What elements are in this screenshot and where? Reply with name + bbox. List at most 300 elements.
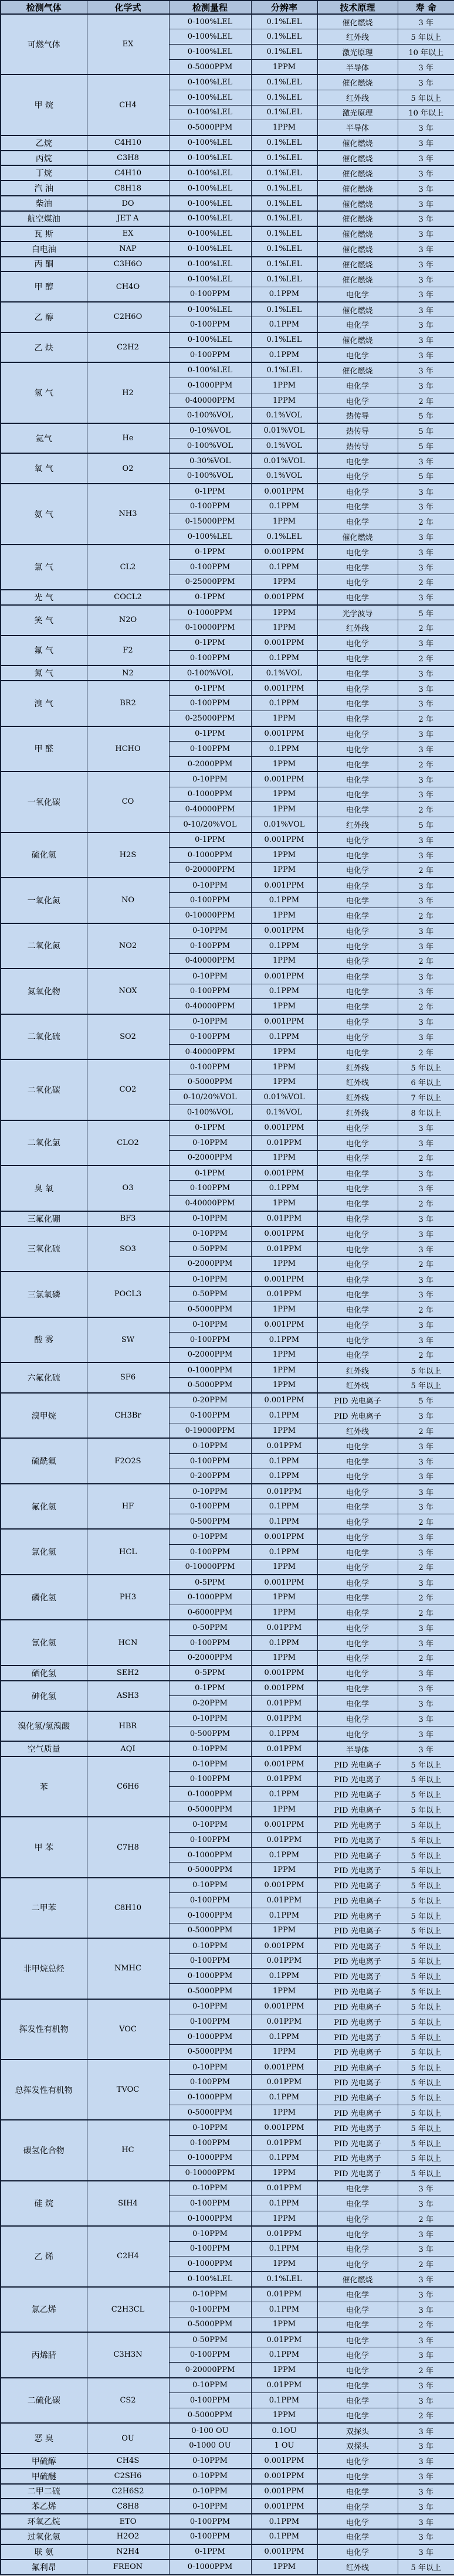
range-cell: 0-1PPM bbox=[169, 832, 251, 848]
table-row bbox=[1, 257, 454, 272]
range-cell: 0-5000PPM bbox=[169, 1302, 251, 1317]
lifespan-cell: 3 年 bbox=[398, 681, 454, 696]
principle-cell: 电化学 bbox=[317, 999, 398, 1014]
lifespan-cell: 5 年 bbox=[398, 408, 454, 423]
principle-cell: 电化学 bbox=[317, 923, 398, 939]
range-cell: 0-2000PPM bbox=[169, 1150, 251, 1165]
range-cell: 0-5000PPM bbox=[169, 1984, 251, 1999]
formula-cell: F2O2S bbox=[87, 1438, 169, 1484]
gas-name-cell: 氦气 bbox=[1, 423, 87, 454]
gas-name-cell: 氟化氢 bbox=[1, 1484, 87, 1530]
principle-cell: 红外线 bbox=[317, 1378, 398, 1393]
range-cell: 0-50PPM bbox=[169, 1287, 251, 1302]
lifespan-cell: 3 年 bbox=[398, 453, 454, 468]
resolution-cell: 1PPM bbox=[251, 514, 317, 529]
lifespan-cell: 3 年 bbox=[398, 1696, 454, 1711]
principle-cell: 电化学 bbox=[317, 1453, 398, 1469]
principle-cell: 电化学 bbox=[317, 2393, 398, 2408]
lifespan-cell: 3 年 bbox=[398, 968, 454, 984]
principle-cell: PID 光电离子 bbox=[317, 2135, 398, 2150]
resolution-cell: 0.1PPM bbox=[251, 1029, 317, 1045]
principle-cell: 电化学 bbox=[317, 514, 398, 529]
lifespan-cell: 2 年 bbox=[398, 862, 454, 878]
principle-cell: 电化学 bbox=[317, 545, 398, 560]
lifespan-cell: 3 年 bbox=[398, 1453, 454, 1469]
principle-cell: 红外线 bbox=[317, 90, 398, 105]
range-cell: 0-100%VOL bbox=[169, 439, 251, 454]
lifespan-cell: 2 年 bbox=[398, 1559, 454, 1575]
resolution-cell: 1PPM bbox=[251, 1378, 317, 1393]
principle-cell: 双探头 bbox=[317, 2423, 398, 2438]
gas-name-cell: 氟利昂 bbox=[1, 2560, 87, 2575]
lifespan-cell: 2 年 bbox=[398, 953, 454, 968]
principle-cell: 半导体 bbox=[317, 1741, 398, 1756]
principle-cell: 电化学 bbox=[317, 1469, 398, 1484]
principle-cell: 催化燃烧 bbox=[317, 257, 398, 272]
resolution-cell: 1PPM bbox=[251, 575, 317, 590]
resolution-cell: 1PPM bbox=[251, 2166, 317, 2181]
gas-name-cell: 二硫化碳 bbox=[1, 2378, 87, 2424]
gas-name-cell: 臭 氧 bbox=[1, 1165, 87, 1211]
resolution-cell: 0.1PPM bbox=[251, 317, 317, 332]
resolution-cell: 0.001PPM bbox=[251, 878, 317, 893]
principle-cell: 电化学 bbox=[317, 1529, 398, 1544]
resolution-cell: 1PPM bbox=[251, 1605, 317, 1620]
resolution-cell: 0.001PPM bbox=[251, 1272, 317, 1287]
resolution-cell: 1PPM bbox=[251, 711, 317, 726]
lifespan-cell: 3 年 bbox=[398, 1287, 454, 1302]
resolution-cell: 0.001PPM bbox=[251, 1317, 317, 1333]
range-cell: 0-10PPM bbox=[169, 968, 251, 984]
range-cell: 0-10PPM bbox=[169, 2226, 251, 2241]
table-row bbox=[1, 2544, 454, 2560]
lifespan-cell: 3 年 bbox=[398, 1726, 454, 1741]
lifespan-cell: 5 年以上 bbox=[398, 2105, 454, 2120]
principle-cell: 电化学 bbox=[317, 1605, 398, 1620]
range-cell: 0-10%VOL bbox=[169, 423, 251, 439]
gas-name-cell: 柴油 bbox=[1, 196, 87, 211]
lifespan-cell: 3 年 bbox=[398, 2196, 454, 2211]
lifespan-cell: 3 年 bbox=[398, 2272, 454, 2287]
principle-cell: 电化学 bbox=[317, 393, 398, 408]
resolution-cell: 1PPM bbox=[251, 2560, 317, 2575]
resolution-cell: 0.1%LEL bbox=[251, 226, 317, 242]
resolution-cell: 0.001PPM bbox=[251, 1817, 317, 1832]
range-cell: 0-40000PPM bbox=[169, 802, 251, 817]
resolution-cell: 0.1PPM bbox=[251, 2029, 317, 2044]
resolution-cell: 0.1PPM bbox=[251, 1499, 317, 1514]
range-cell: 0-50PPM bbox=[169, 2332, 251, 2347]
principle-cell: 催化燃烧 bbox=[317, 302, 398, 317]
principle-cell: 电化学 bbox=[317, 2453, 398, 2469]
principle-cell: 电化学 bbox=[317, 635, 398, 651]
resolution-cell: 1PPM bbox=[251, 2044, 317, 2060]
principle-cell: 热传导 bbox=[317, 423, 398, 439]
range-cell: 0-100PPM bbox=[169, 287, 251, 302]
range-cell: 0-500PPM bbox=[169, 1514, 251, 1530]
lifespan-cell: 5 年以上 bbox=[398, 2560, 454, 2575]
table-row bbox=[1, 2453, 454, 2469]
lifespan-cell: 3 年 bbox=[398, 1241, 454, 1256]
range-cell: 0-5000PPM bbox=[169, 2408, 251, 2423]
table-row bbox=[1, 1666, 454, 1681]
lifespan-cell: 3 年 bbox=[398, 545, 454, 560]
table-row bbox=[1, 2120, 454, 2135]
principle-cell: 电化学 bbox=[317, 1287, 398, 1302]
range-cell: 0-25000PPM bbox=[169, 711, 251, 726]
header-gas: 检测气体 bbox=[1, 1, 87, 14]
table-row bbox=[1, 271, 454, 287]
formula-cell: ASH3 bbox=[87, 1681, 169, 1711]
resolution-cell: 0.001PPM bbox=[251, 635, 317, 651]
range-cell: 0-6000PPM bbox=[169, 1605, 251, 1620]
resolution-cell: 0.1%LEL bbox=[251, 271, 317, 287]
principle-cell: 电化学 bbox=[317, 2499, 398, 2514]
range-cell: 0-100PPM bbox=[169, 2241, 251, 2256]
table-row bbox=[1, 1226, 454, 1242]
formula-cell: HBR bbox=[87, 1711, 169, 1742]
principle-cell: 电化学 bbox=[317, 1559, 398, 1575]
lifespan-cell: 3 年 bbox=[398, 893, 454, 908]
lifespan-cell: 5 年以上 bbox=[398, 2090, 454, 2105]
formula-cell: C8H8 bbox=[87, 2499, 169, 2514]
lifespan-cell: 2 年 bbox=[398, 1514, 454, 1530]
lifespan-cell: 3 年 bbox=[398, 1408, 454, 1423]
principle-cell: 电化学 bbox=[317, 559, 398, 575]
range-cell: 0-5000PPM bbox=[169, 1923, 251, 1938]
range-cell: 0-1000PPM bbox=[169, 2211, 251, 2226]
principle-cell: PID 光电离子 bbox=[317, 1953, 398, 1969]
principle-cell: 催化燃烧 bbox=[317, 362, 398, 378]
table-row bbox=[1, 2181, 454, 2196]
resolution-cell: 1PPM bbox=[251, 1423, 317, 1438]
resolution-cell: 0.1%LEL bbox=[251, 2272, 317, 2287]
formula-cell: NO bbox=[87, 878, 169, 923]
resolution-cell: 0.1PPM bbox=[251, 938, 317, 953]
header-principle: 技术原理 bbox=[317, 1, 398, 14]
principle-cell: 电化学 bbox=[317, 1484, 398, 1499]
range-cell: 0-10PPM bbox=[169, 923, 251, 939]
range-cell: 0-10PPM bbox=[169, 1438, 251, 1453]
range-cell: 0-40000PPM bbox=[169, 393, 251, 408]
resolution-cell: 0.001PPM bbox=[251, 1938, 317, 1953]
resolution-cell: 0.01PPM bbox=[251, 1620, 317, 1635]
principle-cell: PID 光电离子 bbox=[317, 1923, 398, 1938]
resolution-cell: 0.1PPM bbox=[251, 1544, 317, 1559]
resolution-cell: 1PPM bbox=[251, 2408, 317, 2423]
resolution-cell: 0.01PPM bbox=[251, 2287, 317, 2302]
range-cell: 0-5000PPM bbox=[169, 1863, 251, 1878]
principle-cell: 电化学 bbox=[317, 772, 398, 787]
range-cell: 0-100PPM bbox=[169, 938, 251, 953]
lifespan-cell: 3 年 bbox=[398, 1469, 454, 1484]
gas-name-cell: 氢 气 bbox=[1, 362, 87, 423]
principle-cell: 电化学 bbox=[317, 878, 398, 893]
range-cell: 0-10PPM bbox=[169, 2469, 251, 2484]
principle-cell: PID 光电离子 bbox=[317, 1802, 398, 1817]
gas-name-cell: 丙烷 bbox=[1, 151, 87, 166]
range-cell: 0-100%LEL bbox=[169, 29, 251, 45]
principle-cell: 催化燃烧 bbox=[317, 271, 398, 287]
resolution-cell: 0.1PPM bbox=[251, 559, 317, 575]
range-cell: 0-100%VOL bbox=[169, 1105, 251, 1120]
principle-cell: PID 光电离子 bbox=[317, 1908, 398, 1923]
formula-cell: HCN bbox=[87, 1620, 169, 1666]
lifespan-cell: 3 年 bbox=[398, 302, 454, 317]
principle-cell: 电化学 bbox=[317, 1650, 398, 1666]
principle-cell: 电化学 bbox=[317, 650, 398, 665]
range-cell: 0-1000PPM bbox=[169, 2090, 251, 2105]
formula-cell: DO bbox=[87, 196, 169, 211]
lifespan-cell: 3 年 bbox=[398, 196, 454, 211]
principle-cell: 催化燃烧 bbox=[317, 165, 398, 181]
resolution-cell: 0.1%LEL bbox=[251, 529, 317, 545]
principle-cell: 电化学 bbox=[317, 1726, 398, 1741]
lifespan-cell: 3 年 bbox=[398, 1484, 454, 1499]
principle-cell: PID 光电离子 bbox=[317, 1787, 398, 1802]
range-cell: 0-100PPM bbox=[169, 2075, 251, 2090]
resolution-cell: 1PPM bbox=[251, 1256, 317, 1272]
resolution-cell: 0.001PPM bbox=[251, 1878, 317, 1893]
range-cell: 0-100PPM bbox=[169, 2196, 251, 2211]
lifespan-cell: 7 年以上 bbox=[398, 1090, 454, 1105]
principle-cell: PID 光电离子 bbox=[317, 2029, 398, 2044]
resolution-cell: 0.001PPM bbox=[251, 590, 317, 605]
lifespan-cell: 3 年 bbox=[398, 1681, 454, 1696]
table-row bbox=[1, 590, 454, 605]
range-cell: 0-1PPM bbox=[169, 1120, 251, 1136]
range-cell: 0-5000PPM bbox=[169, 1378, 251, 1393]
gas-name-cell: 三氧化硫 bbox=[1, 1226, 87, 1272]
range-cell: 0-10PPM bbox=[169, 878, 251, 893]
gas-name-cell: 挥发性有机物 bbox=[1, 1999, 87, 2060]
formula-cell: HCL bbox=[87, 1529, 169, 1575]
principle-cell: 电化学 bbox=[317, 1196, 398, 1211]
principle-cell: 电化学 bbox=[317, 908, 398, 923]
formula-cell: CH3Br bbox=[87, 1393, 169, 1439]
resolution-cell: 1PPM bbox=[251, 953, 317, 968]
lifespan-cell: 3 年 bbox=[398, 1499, 454, 1514]
principle-cell: 催化燃烧 bbox=[317, 211, 398, 226]
lifespan-cell: 3 年 bbox=[398, 484, 454, 499]
principle-cell: 红外线 bbox=[317, 1105, 398, 1120]
table-row bbox=[1, 74, 454, 90]
range-cell: 0-30%VOL bbox=[169, 453, 251, 468]
gas-name-cell: 溴 气 bbox=[1, 681, 87, 726]
principle-cell: 催化燃烧 bbox=[317, 332, 398, 348]
lifespan-cell: 2 年 bbox=[398, 1150, 454, 1165]
resolution-cell: 1PPM bbox=[251, 908, 317, 923]
resolution-cell: 0.01PPM bbox=[251, 1953, 317, 1969]
formula-cell: C3H3N bbox=[87, 2332, 169, 2378]
principle-cell: PID 光电离子 bbox=[317, 1817, 398, 1832]
resolution-cell: 0.01PPM bbox=[251, 1772, 317, 1787]
range-cell: 0-100%LEL bbox=[169, 2272, 251, 2287]
range-cell: 0-100%LEL bbox=[169, 165, 251, 181]
lifespan-cell: 3 年 bbox=[398, 1332, 454, 1347]
lifespan-cell: 3 年 bbox=[398, 2453, 454, 2469]
range-cell: 0-10PPM bbox=[169, 2181, 251, 2196]
lifespan-cell: 3 年 bbox=[398, 151, 454, 166]
principle-cell: 电化学 bbox=[317, 1514, 398, 1530]
principle-cell: 电化学 bbox=[317, 1256, 398, 1272]
range-cell: 0-25000PPM bbox=[169, 575, 251, 590]
resolution-cell: 0.1%LEL bbox=[251, 14, 317, 29]
principle-cell: PID 光电离子 bbox=[317, 2014, 398, 2029]
principle-cell: PID 光电离子 bbox=[317, 1893, 398, 1908]
principle-cell: 电化学 bbox=[317, 1317, 398, 1333]
table-row bbox=[1, 165, 454, 181]
range-cell: 0-500PPM bbox=[169, 1726, 251, 1741]
gas-name-cell: 甲 烷 bbox=[1, 74, 87, 135]
lifespan-cell: 3 年 bbox=[398, 787, 454, 802]
range-cell: 0-100%LEL bbox=[169, 90, 251, 105]
lifespan-cell: 8 年以上 bbox=[398, 1105, 454, 1120]
resolution-cell: 0.1PPM bbox=[251, 287, 317, 302]
lifespan-cell: 3 年 bbox=[398, 2378, 454, 2393]
gas-name-cell: 苯 bbox=[1, 1756, 87, 1817]
formula-cell: BF3 bbox=[87, 1211, 169, 1226]
formula-cell: SO3 bbox=[87, 1226, 169, 1272]
range-cell: 0-100PPM bbox=[169, 1893, 251, 1908]
principle-cell: 电化学 bbox=[317, 1438, 398, 1453]
range-cell: 0-100PPM bbox=[169, 1332, 251, 1347]
formula-cell: HF bbox=[87, 1484, 169, 1530]
gas-name-cell: 硅 烷 bbox=[1, 2181, 87, 2227]
resolution-cell: 0.1PPM bbox=[251, 1726, 317, 1741]
resolution-cell: 0.01PPM bbox=[251, 1484, 317, 1499]
principle-cell: 电化学 bbox=[317, 453, 398, 468]
lifespan-cell: 3 年 bbox=[398, 590, 454, 605]
principle-cell: 红外线 bbox=[317, 1362, 398, 1378]
table-row bbox=[1, 1878, 454, 1893]
formula-cell: C2H3CL bbox=[87, 2287, 169, 2333]
lifespan-cell: 3 年 bbox=[398, 938, 454, 953]
principle-cell: 红外线 bbox=[317, 817, 398, 832]
table-row bbox=[1, 545, 454, 560]
principle-cell: 电化学 bbox=[317, 1181, 398, 1196]
range-cell: 0-100PPM bbox=[169, 2014, 251, 2029]
gas-name-cell: 空气质量 bbox=[1, 1741, 87, 1756]
lifespan-cell: 2 年 bbox=[398, 1347, 454, 1362]
lifespan-cell: 2 年 bbox=[398, 756, 454, 772]
range-cell: 0-100PPM bbox=[169, 1832, 251, 1847]
range-cell: 0-100%VOL bbox=[169, 408, 251, 423]
resolution-cell: 0.001PPM bbox=[251, 1529, 317, 1544]
table-row bbox=[1, 302, 454, 317]
resolution-cell: 0.1PPM bbox=[251, 2514, 317, 2529]
principle-cell: 电化学 bbox=[317, 2544, 398, 2560]
formula-cell: NAP bbox=[87, 242, 169, 257]
range-cell: 0-1PPM bbox=[169, 1165, 251, 1181]
principle-cell: PID 光电离子 bbox=[317, 1863, 398, 1878]
principle-cell: PID 光电离子 bbox=[317, 2044, 398, 2060]
gas-name-cell: 笑 气 bbox=[1, 605, 87, 635]
range-cell: 0-5000PPM bbox=[169, 1075, 251, 1090]
range-cell: 0-100PPM bbox=[169, 2514, 251, 2529]
principle-cell: 电化学 bbox=[317, 1241, 398, 1256]
range-cell: 0-5000PPM bbox=[169, 2105, 251, 2120]
lifespan-cell: 3 年 bbox=[398, 1181, 454, 1196]
range-cell: 0-100%LEL bbox=[169, 211, 251, 226]
resolution-cell: 0.1%LEL bbox=[251, 29, 317, 45]
range-cell: 0-100PPM bbox=[169, 2302, 251, 2317]
principle-cell: 电化学 bbox=[317, 2287, 398, 2302]
lifespan-cell: 5 年 bbox=[398, 439, 454, 454]
gas-name-cell: 六氟化硫 bbox=[1, 1362, 87, 1393]
range-cell: 0-20PPM bbox=[169, 1393, 251, 1408]
lifespan-cell: 3 年 bbox=[398, 1544, 454, 1559]
range-cell: 0-100PPM bbox=[169, 1453, 251, 1469]
lifespan-cell: 3 年 bbox=[398, 1029, 454, 1045]
principle-cell: 电化学 bbox=[317, 802, 398, 817]
resolution-cell: 0.001PPM bbox=[251, 484, 317, 499]
formula-cell: C2H2 bbox=[87, 332, 169, 363]
table-row bbox=[1, 2484, 454, 2499]
lifespan-cell: 3 年 bbox=[398, 1226, 454, 1242]
lifespan-cell: 3 年 bbox=[398, 211, 454, 226]
range-cell: 0-100PPM bbox=[169, 1953, 251, 1969]
table-row bbox=[1, 1059, 454, 1075]
resolution-cell: 0.1%VOL bbox=[251, 408, 317, 423]
lifespan-cell: 2 年 bbox=[398, 1196, 454, 1211]
resolution-cell: 1PPM bbox=[251, 1559, 317, 1575]
range-cell: 0-40000PPM bbox=[169, 1044, 251, 1059]
table-row bbox=[1, 453, 454, 468]
resolution-cell: 0.01PPM bbox=[251, 1438, 317, 1453]
table-row bbox=[1, 968, 454, 984]
principle-cell: 热传导 bbox=[317, 439, 398, 454]
formula-cell: CO bbox=[87, 772, 169, 832]
range-cell: 0-5PPM bbox=[169, 1575, 251, 1590]
table-row bbox=[1, 605, 454, 620]
lifespan-cell: 3 年 bbox=[398, 1635, 454, 1650]
resolution-cell: 1PPM bbox=[251, 1347, 317, 1362]
principle-cell: PID 光电离子 bbox=[317, 2075, 398, 2090]
lifespan-cell: 3 年 bbox=[398, 2469, 454, 2484]
range-cell: 0-1000PPM bbox=[169, 378, 251, 393]
principle-cell: PID 光电离子 bbox=[317, 1938, 398, 1953]
gas-name-cell: 甲硫醚 bbox=[1, 2469, 87, 2484]
principle-cell: 红外线 bbox=[317, 620, 398, 635]
lifespan-cell: 5 年以上 bbox=[398, 2166, 454, 2181]
resolution-cell: 0.1PPM bbox=[251, 742, 317, 757]
resolution-cell: 1PPM bbox=[251, 1863, 317, 1878]
table-row bbox=[1, 242, 454, 257]
lifespan-cell: 5 年以上 bbox=[398, 1953, 454, 1969]
principle-cell: 电化学 bbox=[317, 1211, 398, 1226]
lifespan-cell: 5 年以上 bbox=[398, 90, 454, 105]
lifespan-cell: 3 年 bbox=[398, 984, 454, 999]
lifespan-cell: 3 年 bbox=[398, 1438, 454, 1453]
gas-name-cell: 甲硫醇 bbox=[1, 2453, 87, 2469]
range-cell: 0-1000PPM bbox=[169, 2150, 251, 2166]
resolution-cell: 0.1PPM bbox=[251, 1787, 317, 1802]
gas-name-cell: 溴甲烷 bbox=[1, 1393, 87, 1439]
range-cell: 0-10PPM bbox=[169, 1484, 251, 1499]
resolution-cell: 0.001PPM bbox=[251, 1575, 317, 1590]
range-cell: 0-100%LEL bbox=[169, 362, 251, 378]
table-row bbox=[1, 362, 454, 378]
resolution-cell: 1PPM bbox=[251, 605, 317, 620]
resolution-cell: 0.1%LEL bbox=[251, 165, 317, 181]
principle-cell: 电化学 bbox=[317, 968, 398, 984]
principle-cell: PID 光电离子 bbox=[317, 2090, 398, 2105]
resolution-cell: 0.1PPM bbox=[251, 1453, 317, 1469]
resolution-cell: 0.1PPM bbox=[251, 1635, 317, 1650]
gas-name-cell: 硫化氢 bbox=[1, 832, 87, 878]
gas-name-cell: 苯乙烯 bbox=[1, 2499, 87, 2514]
